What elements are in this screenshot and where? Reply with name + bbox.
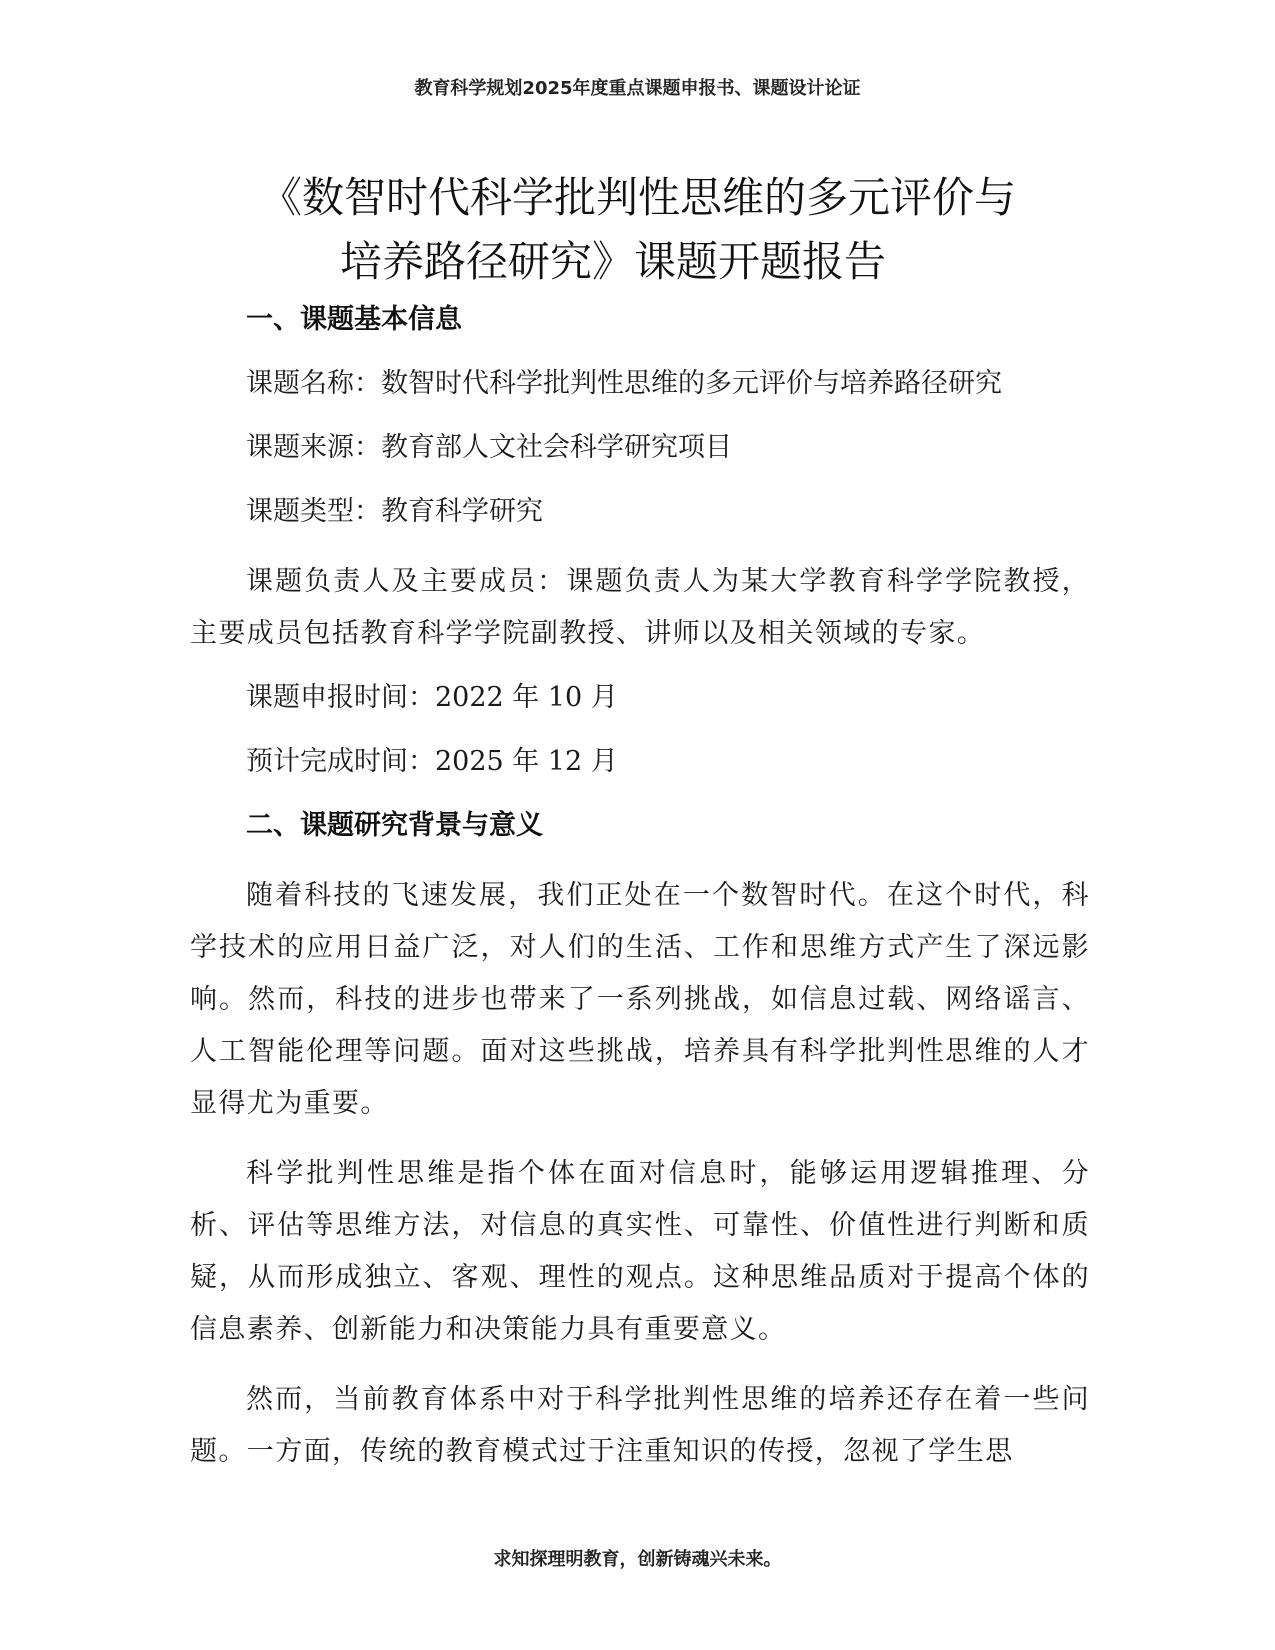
info-members: 课题负责人及主要成员：课题负责人为某大学教育科学学院教授，主要成员包括教育科学学院副教授、讲师以及相关领域的专家。 bbox=[190, 566, 1090, 649]
page-header: 教育科学规划2025年度重点课题申报书、课题设计论证 bbox=[414, 78, 861, 99]
info-apply-time: 课题申报时间：2022 年 10 月 bbox=[246, 682, 618, 713]
paragraph: 随着科技的飞速发展，我们正处在一个数智时代。在这个时代，科学技术的应用日益广泛，对人们的生活、工作和思维方式产生了深远影响。然而，科技的进步也带来了一系列挑战，如信息过载、网络谣言、人工智能伦理等问题。面对这些挑战，培养具有科学批判性思维的人才显得尤为重要。 bbox=[190, 880, 1090, 1119]
page-footer: 求知探理明教育，创新铸魂兴未来。 bbox=[493, 1549, 782, 1570]
info-project-source: 课题来源：教育部人文社会科学研究项目 bbox=[246, 432, 732, 463]
document-title bbox=[188, 166, 1108, 294]
title-line-1: 《数智时代科学批判性思维的多元评价与 bbox=[260, 173, 1017, 222]
title-line-2: 培养路径研究》课题开题报告 bbox=[340, 237, 887, 286]
document-body bbox=[190, 300, 1090, 1496]
section-heading-basic-info: 一、课题基本信息 bbox=[246, 304, 462, 335]
info-project-name: 课题名称：数智时代科学批判性思维的多元评价与培养路径研究 bbox=[246, 368, 1002, 399]
section-heading-background: 二、课题研究背景与意义 bbox=[246, 810, 543, 841]
info-project-type: 课题类型：教育科学研究 bbox=[246, 496, 543, 527]
paragraph: 科学批判性思维是指个体在面对信息时，能够运用逻辑推理、分析、评估等思维方法，对信息的真实性、可靠性、价值性进行判断和质疑，从而形成独立、客观、理性的观点。这种思维品质对于提高个体的信息素养、创新能力和决策能力具有重要意义。 bbox=[190, 1158, 1090, 1345]
paragraph: 然而，当前教育体系中对于科学批判性思维的培养还存在着一些问题。一方面，传统的教育模式过于注重知识的传授，忽视了学生思 bbox=[190, 1384, 1090, 1467]
info-finish-time: 预计完成时间：2025 年 12 月 bbox=[246, 746, 618, 777]
